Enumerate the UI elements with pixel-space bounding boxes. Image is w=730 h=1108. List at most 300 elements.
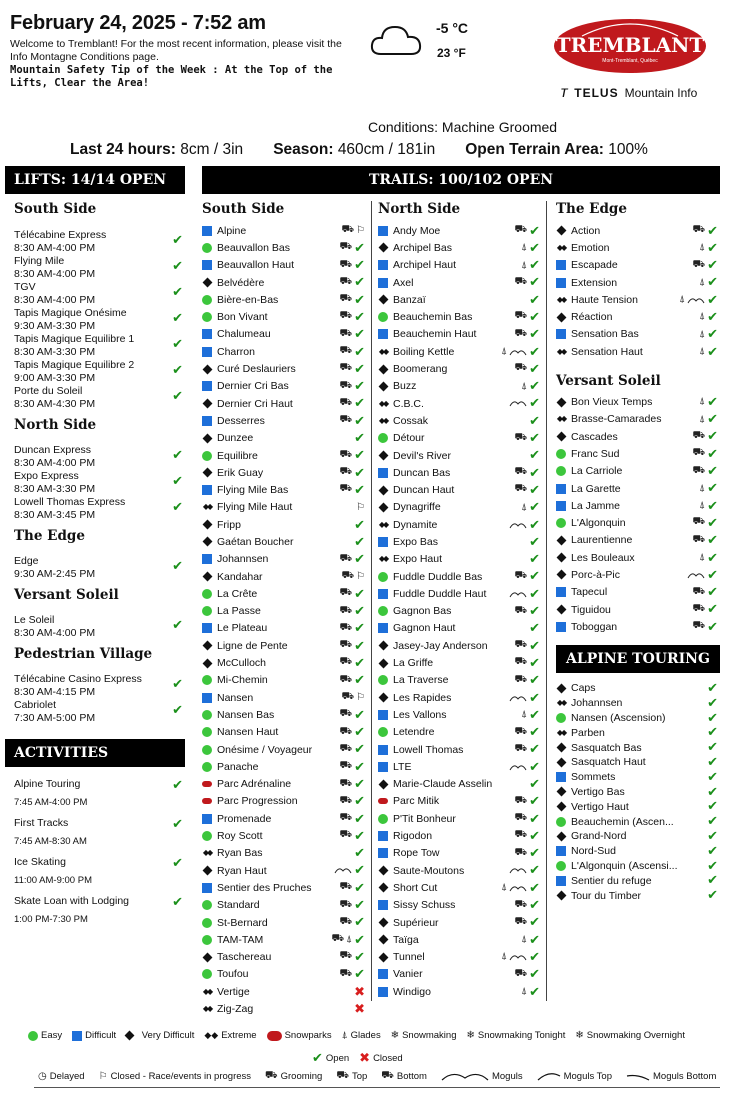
difficult-icon bbox=[378, 623, 388, 633]
groomer-icon: ⛟ bbox=[692, 516, 706, 528]
glades-icon: ⍋ bbox=[679, 294, 686, 306]
trail-condition-icons bbox=[693, 584, 719, 601]
difficult-icon bbox=[202, 226, 212, 236]
groomer-icon: ⛟ bbox=[514, 812, 528, 824]
conditions-text: Conditions: Machine Groomed bbox=[368, 119, 558, 135]
easy-icon bbox=[202, 727, 212, 737]
difficulty-marker bbox=[556, 587, 566, 597]
open-check-icon: ✔ bbox=[707, 274, 718, 290]
trail-condition-icons bbox=[340, 672, 366, 689]
lift-name: Tapis Magique Onésime bbox=[14, 307, 127, 319]
trail-name: Standard bbox=[217, 899, 260, 912]
difficulty-marker bbox=[378, 260, 388, 270]
touring-status bbox=[707, 681, 718, 695]
snowmaking-icon: ❄ bbox=[390, 1030, 400, 1041]
open-check-icon: ✔ bbox=[707, 291, 718, 307]
trail-row bbox=[378, 776, 542, 793]
touring-status bbox=[707, 785, 718, 799]
trail-name: Beauvallon Haut bbox=[217, 259, 295, 272]
lift-hours: 8:30 AM-4:00 PM bbox=[14, 457, 96, 469]
open-check-icon: ✔ bbox=[529, 291, 540, 307]
very-difficult-icon bbox=[378, 658, 388, 668]
difficult-icon bbox=[72, 1031, 82, 1041]
trail-row bbox=[378, 308, 542, 325]
trail-condition-icons bbox=[515, 810, 541, 827]
trail-name: Archipel Bas bbox=[393, 241, 452, 254]
open-check-icon: ✔ bbox=[354, 603, 365, 619]
difficulty-marker bbox=[556, 329, 566, 339]
open-check-icon: ✔ bbox=[529, 481, 540, 497]
open-check-icon: ✔ bbox=[172, 816, 183, 831]
groomer-icon: ⛟ bbox=[339, 483, 353, 495]
groomer-icon: ⛟ bbox=[339, 587, 353, 599]
trail-name: Gagnon Bas bbox=[393, 605, 452, 618]
trail-row bbox=[202, 654, 367, 671]
moguls-icon bbox=[509, 399, 527, 407]
trail-row bbox=[556, 618, 720, 635]
trail-name: Mi-Chemin bbox=[217, 674, 268, 687]
trail-condition-icons bbox=[340, 776, 366, 793]
legend-top: ⛟ Top bbox=[336, 1070, 368, 1082]
trail-row bbox=[556, 480, 720, 497]
groomer-icon: ⛟ bbox=[339, 379, 353, 391]
easy-icon bbox=[378, 727, 388, 737]
open-check-icon: ✔ bbox=[529, 931, 540, 947]
lift-item bbox=[14, 496, 185, 522]
lift-hours: 9:30 AM-2:45 PM bbox=[14, 568, 96, 580]
trail-name: Curé Deslauriers bbox=[217, 363, 296, 376]
trail-row bbox=[378, 239, 542, 256]
very-difficult-icon bbox=[556, 397, 566, 407]
difficulty-marker bbox=[378, 329, 388, 339]
trail-condition-icons bbox=[515, 222, 541, 239]
trail-row bbox=[202, 776, 367, 793]
glades-icon: ⍋ bbox=[521, 380, 528, 392]
very-difficult-icon bbox=[378, 952, 388, 962]
groomer-icon: ⛟ bbox=[514, 431, 528, 443]
trail-condition-icons bbox=[332, 931, 366, 948]
trail-row bbox=[202, 827, 367, 844]
groomer-icon: ⛟ bbox=[331, 933, 345, 945]
trail-row bbox=[202, 672, 367, 689]
lift-group-title: The Edge bbox=[14, 528, 85, 544]
lift-name: Duncan Express bbox=[14, 444, 92, 456]
difficulty-marker bbox=[202, 226, 212, 236]
trail-condition-icons bbox=[515, 430, 541, 447]
trail-group-title: South Side bbox=[202, 201, 285, 217]
open-check-icon: ✔ bbox=[529, 724, 540, 740]
difficulty-marker bbox=[378, 520, 388, 530]
trail-name: Duncan Bas bbox=[393, 466, 451, 479]
lift-hours: 8:30 AM-3:30 PM bbox=[14, 346, 96, 358]
trail-row bbox=[202, 810, 367, 827]
trail-condition-icons bbox=[515, 360, 541, 377]
trail-condition-icons bbox=[693, 222, 719, 239]
alpine-touring-header: ALPINE TOURING bbox=[556, 645, 720, 673]
glades-icon: ⍋ bbox=[699, 396, 706, 408]
difficulty-marker bbox=[378, 883, 388, 893]
open-check-icon: ✔ bbox=[707, 257, 718, 273]
trail-row bbox=[556, 497, 720, 514]
trail-row bbox=[202, 706, 367, 723]
groomer-icon: ⛟ bbox=[692, 447, 706, 459]
legend bbox=[0, 1022, 730, 1108]
trail-row bbox=[378, 291, 542, 308]
very-difficult-icon bbox=[556, 605, 566, 615]
difficulty-marker bbox=[202, 589, 212, 599]
extreme-icon: ◆◆ bbox=[378, 519, 388, 529]
difficulty-marker bbox=[378, 866, 388, 876]
open-check-icon: ✔ bbox=[172, 855, 183, 870]
groomer-icon: ⛟ bbox=[514, 794, 528, 806]
difficult-icon bbox=[202, 329, 212, 339]
activity-hours: 11:00 AM-9:00 PM bbox=[14, 875, 92, 886]
open-check-icon: ✔ bbox=[707, 239, 718, 255]
open-check-icon: ✔ bbox=[354, 810, 365, 826]
trail-name: Toboggan bbox=[571, 620, 618, 633]
open-check-icon: ✔ bbox=[354, 412, 365, 428]
groomer-icon: ⛟ bbox=[339, 950, 353, 962]
difficulty-marker bbox=[202, 762, 212, 772]
open-check-icon: ✔ bbox=[354, 551, 365, 567]
closed-x-icon: ✖ bbox=[354, 983, 365, 999]
open-check-icon: ✔ bbox=[172, 499, 183, 514]
trail-condition-icons bbox=[509, 689, 540, 706]
trail-name: Bière-en-Bas bbox=[217, 293, 279, 306]
trail-condition-icons bbox=[693, 601, 719, 618]
open-check-icon: ✔ bbox=[172, 258, 183, 273]
groomer-icon: ⛟ bbox=[339, 293, 353, 305]
trail-name: Action bbox=[571, 224, 601, 237]
trail-name: Vanier bbox=[393, 968, 423, 981]
trail-name: Le Plateau bbox=[217, 622, 268, 635]
trail-name: Parc Progression bbox=[217, 795, 298, 808]
open-check-icon: ✔ bbox=[354, 845, 365, 861]
very-difficult-icon bbox=[202, 364, 212, 374]
very-difficult-icon bbox=[378, 502, 388, 512]
very-difficult-icon bbox=[556, 743, 566, 753]
open-check-icon: ✔ bbox=[529, 533, 540, 549]
difficulty-marker bbox=[378, 814, 388, 824]
moguls-icon bbox=[509, 953, 527, 961]
difficulty-marker bbox=[378, 347, 388, 357]
trail-condition-icons bbox=[340, 326, 366, 343]
difficulty-marker bbox=[202, 866, 212, 876]
trail-row bbox=[378, 827, 542, 844]
moguls-top-icon bbox=[537, 1072, 561, 1082]
trail-row bbox=[202, 378, 367, 395]
trail-row bbox=[202, 222, 367, 239]
trail-condition-icons bbox=[354, 533, 365, 550]
lift-item bbox=[14, 281, 185, 307]
difficulty-marker bbox=[378, 606, 388, 616]
trail-name: Short Cut bbox=[393, 881, 438, 894]
open-check-icon: ✔ bbox=[529, 706, 540, 722]
trail-name: Sissy Schuss bbox=[393, 899, 456, 912]
trail-row bbox=[378, 948, 542, 965]
trail-condition-icons bbox=[515, 897, 541, 914]
easy-icon bbox=[378, 312, 388, 322]
difficulty-marker bbox=[378, 278, 388, 288]
trail-condition-icons bbox=[699, 343, 718, 360]
very-difficult-icon bbox=[556, 757, 566, 767]
groomer-icon: ⛟ bbox=[692, 620, 706, 632]
report-date: February 24, 2025 - 7:52 am bbox=[10, 12, 266, 34]
open-check-icon: ✔ bbox=[707, 222, 718, 238]
trail-name: Chalumeau bbox=[217, 328, 271, 341]
open-check-icon: ✔ bbox=[529, 758, 540, 774]
open-check-icon: ✔ bbox=[529, 862, 540, 878]
difficulty-marker bbox=[202, 329, 212, 339]
groomer-icon: ⛟ bbox=[514, 915, 528, 927]
trail-name: Fuddle Duddle Haut bbox=[393, 587, 487, 600]
very-difficult-icon bbox=[202, 399, 212, 409]
trail-row bbox=[202, 931, 367, 948]
groomer-icon: ⛟ bbox=[339, 760, 353, 772]
trail-row bbox=[378, 689, 542, 706]
trail-name: Beauvallon Bas bbox=[217, 241, 290, 254]
snowpark-icon bbox=[267, 1031, 282, 1041]
difficulty-marker bbox=[378, 433, 388, 443]
very-difficult-icon bbox=[378, 641, 388, 651]
trail-row bbox=[202, 464, 367, 481]
lift-name: Expo Express bbox=[14, 470, 79, 482]
difficulty-marker bbox=[556, 484, 566, 494]
open-check-icon: ✔ bbox=[707, 428, 718, 444]
trail-row bbox=[556, 343, 720, 360]
open-check-icon: ✔ bbox=[529, 412, 540, 428]
telus-name: TELUS bbox=[574, 86, 619, 100]
trail-name: Rope Tow bbox=[393, 847, 440, 860]
difficulty-marker bbox=[556, 713, 566, 723]
trail-condition-icons bbox=[340, 291, 366, 308]
trail-name: La Garette bbox=[571, 482, 621, 495]
extreme-icon: ◆◆ bbox=[556, 242, 566, 252]
trail-condition-icons bbox=[509, 395, 540, 412]
very-difficult-icon bbox=[556, 802, 566, 812]
closed-x-icon: ✖ bbox=[354, 1000, 365, 1016]
open-check-icon: ✔ bbox=[354, 620, 365, 636]
open-check-icon: ✔ bbox=[354, 966, 365, 982]
difficulty-marker bbox=[202, 693, 212, 703]
groomer-icon: ⛟ bbox=[339, 310, 353, 322]
open-check-icon: ✔ bbox=[707, 768, 718, 784]
difficult-icon bbox=[556, 278, 566, 288]
open-check-icon: ✔ bbox=[707, 445, 718, 461]
activity-item bbox=[14, 856, 185, 895]
lift-hours: 8:30 AM-3:45 PM bbox=[14, 509, 96, 521]
extreme-icon: ◆◆ bbox=[202, 848, 212, 858]
trail-row bbox=[556, 257, 720, 274]
legend-bottom: ⛟ Bottom bbox=[381, 1070, 427, 1082]
trail-condition-icons bbox=[340, 464, 366, 481]
difficult-icon bbox=[378, 848, 388, 858]
groomer-icon: ⛟ bbox=[339, 881, 353, 893]
difficulty-marker bbox=[202, 675, 212, 685]
snowmaking-overnight-icon: ❄ bbox=[575, 1030, 584, 1041]
trail-row bbox=[556, 601, 720, 618]
trail-condition-icons bbox=[515, 672, 541, 689]
difficulty-marker bbox=[202, 745, 212, 755]
trail-row bbox=[378, 637, 542, 654]
groomer-icon: ⛟ bbox=[339, 466, 353, 478]
very-difficult-icon bbox=[202, 520, 212, 530]
trail-row bbox=[378, 672, 542, 689]
legend-snowmaking: ❄ Snowmaking bbox=[390, 1030, 457, 1041]
trail-row bbox=[378, 360, 542, 377]
snowmaking-tonight-icon: ❄ bbox=[466, 1030, 475, 1041]
extreme-icon: ◆◆ bbox=[378, 346, 388, 356]
open-check-icon: ✔ bbox=[707, 326, 718, 342]
lift-name: Le Soleil bbox=[14, 614, 55, 626]
trail-row bbox=[556, 239, 720, 256]
easy-icon bbox=[202, 295, 212, 305]
difficulty-marker bbox=[202, 796, 212, 806]
glades-icon: ⍋ bbox=[341, 1030, 348, 1041]
trail-name: Sensation Haut bbox=[571, 345, 643, 358]
header bbox=[0, 0, 730, 168]
lift-hours: 8:30 AM-4:15 PM bbox=[14, 686, 96, 698]
legend-snowparks: Snowparks bbox=[267, 1030, 332, 1041]
open-check-icon: ✔ bbox=[707, 343, 718, 359]
open-check-icon: ✔ bbox=[172, 447, 183, 462]
trail-name: Toufou bbox=[217, 968, 249, 981]
lift-name: Lowell Thomas Express bbox=[14, 496, 126, 508]
lift-hours: 8:30 AM-4:00 PM bbox=[14, 627, 96, 639]
groomer-icon: ⛟ bbox=[514, 967, 528, 979]
trail-row bbox=[556, 549, 720, 566]
trail-name: La Jamme bbox=[571, 499, 621, 512]
trail-row bbox=[556, 326, 720, 343]
trail-condition-icons bbox=[340, 585, 366, 602]
trail-row bbox=[202, 308, 367, 325]
trail-condition-icons bbox=[699, 326, 718, 343]
difficulty-marker bbox=[556, 683, 566, 693]
trail-row bbox=[378, 499, 542, 516]
touring-row bbox=[556, 740, 720, 755]
trail-row bbox=[556, 222, 720, 239]
open-check-icon: ✔ bbox=[707, 532, 718, 548]
trail-row bbox=[202, 291, 367, 308]
trail-name: Devil's River bbox=[393, 449, 452, 462]
groomer-icon: ⛟ bbox=[514, 275, 528, 287]
open-check-icon: ✔ bbox=[354, 672, 365, 688]
difficulty-marker bbox=[378, 623, 388, 633]
open-check-icon: ✔ bbox=[354, 706, 365, 722]
trail-name: Cossak bbox=[393, 414, 429, 427]
trail-row bbox=[202, 897, 367, 914]
trail-name: Dynamite bbox=[393, 518, 438, 531]
easy-icon bbox=[556, 861, 566, 871]
touring-status bbox=[707, 711, 718, 725]
trail-condition-icons bbox=[509, 585, 540, 602]
moguls-icon bbox=[334, 866, 352, 874]
legend-easy: Easy bbox=[28, 1030, 62, 1041]
trail-row bbox=[378, 257, 542, 274]
lift-item bbox=[14, 229, 185, 255]
touring-row bbox=[556, 859, 720, 874]
open-check-icon: ✔ bbox=[529, 430, 540, 446]
legend-grooming: ⛟ Grooming bbox=[265, 1070, 323, 1082]
trail-row bbox=[378, 343, 542, 360]
stat-terrain: Open Terrain Area: 100% bbox=[465, 141, 648, 158]
trail-row bbox=[202, 689, 367, 706]
difficulty-marker bbox=[202, 537, 212, 547]
difficulty-marker bbox=[556, 449, 566, 459]
difficult-icon bbox=[202, 381, 212, 391]
open-check-icon: ✔ bbox=[529, 551, 540, 567]
open-check-icon: ✔ bbox=[172, 232, 183, 247]
touring-name: Sommets bbox=[571, 771, 616, 784]
touring-name: Sasquatch Bas bbox=[571, 741, 642, 754]
touring-row bbox=[556, 799, 720, 814]
touring-row bbox=[556, 829, 720, 844]
difficulty-marker bbox=[556, 831, 566, 841]
trail-name: Cascades bbox=[571, 430, 618, 443]
lift-hours: 7:30 AM-5:00 PM bbox=[14, 712, 96, 724]
extreme-icon: ◆◆ bbox=[378, 398, 388, 408]
trail-name: Flying Mile Bas bbox=[217, 484, 289, 497]
trail-name: La Traverse bbox=[393, 674, 449, 687]
easy-icon bbox=[28, 1031, 38, 1041]
open-check-icon: ✔ bbox=[354, 585, 365, 601]
trail-condition-icons bbox=[529, 776, 540, 793]
trail-name: Windigo bbox=[393, 985, 431, 998]
open-check-icon: ✔ bbox=[529, 966, 540, 982]
difficult-icon bbox=[202, 623, 212, 633]
trail-condition-icons bbox=[515, 793, 541, 810]
touring-row bbox=[556, 785, 720, 800]
trail-row bbox=[556, 411, 720, 428]
open-check-icon: ✔ bbox=[707, 694, 718, 710]
legend-delayed: ◷ Delayed bbox=[38, 1071, 85, 1082]
difficulty-marker bbox=[202, 468, 212, 478]
temperature-celsius: -5 °C bbox=[436, 20, 469, 36]
trail-condition-icons bbox=[693, 532, 719, 549]
open-check-icon: ✔ bbox=[529, 983, 540, 999]
open-check-icon: ✔ bbox=[529, 620, 540, 636]
difficulty-marker bbox=[378, 675, 388, 685]
groomer-icon: ⛟ bbox=[692, 602, 706, 614]
trail-name: Expo Haut bbox=[393, 553, 443, 566]
trail-name: Ryan Haut bbox=[217, 864, 267, 877]
trail-name: P'Tit Bonheur bbox=[393, 812, 456, 825]
trail-condition-icons bbox=[687, 566, 718, 583]
difficult-icon bbox=[378, 226, 388, 236]
difficulty-marker bbox=[202, 641, 212, 651]
groomer-icon: ⛟ bbox=[339, 258, 353, 270]
legend-moguls: Moguls bbox=[441, 1071, 523, 1082]
difficulty-marker bbox=[202, 416, 212, 426]
touring-status bbox=[707, 799, 718, 813]
trail-row bbox=[202, 568, 367, 585]
trail-name: Laurentienne bbox=[571, 534, 633, 547]
trail-name: Buzz bbox=[393, 380, 417, 393]
very-difficult-icon bbox=[378, 693, 388, 703]
open-check-icon: ✔ bbox=[354, 879, 365, 895]
open-check-icon: ✔ bbox=[707, 827, 718, 843]
glades-icon: ⍋ bbox=[699, 413, 706, 425]
trail-condition-icons bbox=[521, 499, 540, 516]
open-check-icon: ✔ bbox=[529, 378, 540, 394]
trail-condition-icons bbox=[509, 758, 540, 775]
trail-row bbox=[202, 603, 367, 620]
trail-name: L'Algonquin bbox=[571, 517, 626, 530]
trail-name: Supérieur bbox=[393, 916, 439, 929]
difficulty-marker bbox=[202, 623, 212, 633]
trail-row bbox=[202, 239, 367, 256]
difficulty-marker bbox=[378, 796, 388, 806]
